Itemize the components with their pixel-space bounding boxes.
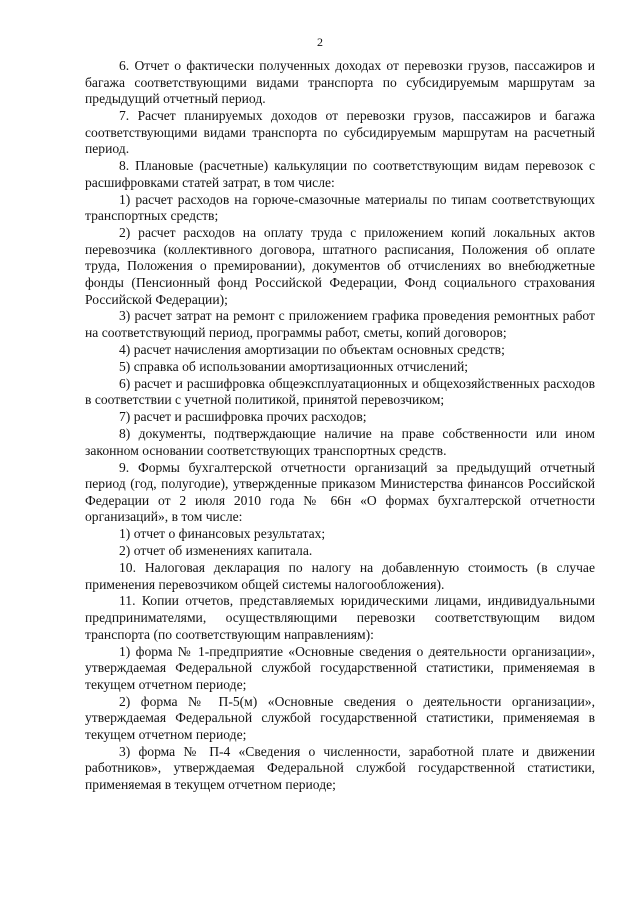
subitem-11-1: 1) форма № 1-предприятие «Основные сведения о деятельности организации», утверждаемая Федеральной службой государственной статистики, применяемая в текущем отчетном периоде; <box>85 643 595 692</box>
subitem-11-2: 2) форма № П-5(м) «Основные сведения о деятельности организации», утверждаемая Федеральной службой государственной статистики, применяемая в текущем отчетном периоде; <box>85 693 595 742</box>
paragraph-item-7: 7. Расчет планируемых доходов от перевозки грузов, пассажиров и багажа соответствующими видами транспорта по субсидируемым маршрутам на расчетный период. <box>85 108 595 157</box>
document-body <box>85 58 595 794</box>
paragraph-item-6: 6. Отчет о фактически полученных доходах от перевозки грузов, пассажиров и багажа соответствующими видами транспорта по субсидируемым маршрутам за предыдущий отчетный период. <box>85 58 595 107</box>
subitem-8-8: 8) документы, подтверждающие наличие на праве собственности или ином законном основании соответствующих транспортных средств. <box>85 426 595 458</box>
subitem-8-1: 1) расчет расходов на горюче-смазочные материалы по типам соответствующих транспортных средств; <box>85 191 595 224</box>
subitem-8-4: 4) расчет начисления амортизации по объектам основных средств; <box>119 341 505 357</box>
paragraph-item-11: 11. Копии отчетов, представляемых юридическими лицами, индивидуальными предпринимателями, осуществляющими перевозки соответствующим видом транспорта (по соответствующим направлениям): <box>85 593 595 642</box>
subitem-8-7: 7) расчет и расшифровка прочих расходов; <box>119 409 367 425</box>
subitem-8-5: 5) справка об использовании амортизационных отчислений; <box>119 358 469 374</box>
subitem-9-1: 1) отчет о финансовых результатах; <box>119 526 326 542</box>
paragraph-item-9: 9. Формы бухгалтерской отчетности организаций за предыдущий отчетный период (год, полугодие), утвержденные приказом Министерства финансов Российской Федерации от 2 июля 2010 года № 66н «О формах бухгалтерской отчетности организаций», в том числе: <box>85 459 595 525</box>
subitem-9-2: 2) отчет об изменениях капитала. <box>119 543 313 559</box>
paragraph-item-8: 8. Плановые (расчетные) калькуляции по соответствующим видам перевозок с расшифровками статей затрат, в том числе: <box>85 158 595 190</box>
subitem-11-3: 3) форма № П-4 «Сведения о численности, заработной плате и движении работников», утверждаемая Федеральной службой государственной статистики, применяемая в текущем отчетном периоде; <box>85 743 595 792</box>
subitem-8-2: 2) расчет расходов на оплату труда с приложением копий локальных актов перевозчика (коллективного договора, штатного расписания, Положения об оплате труда, Положения о премировании), документов об отчислениях во внебюджетные фонды (Пенсионный фонд Российской Федерации, Фонд социального страхования Российской Федерации); <box>85 225 595 307</box>
subitem-8-3: 3) расчет затрат на ремонт с приложением графика проведения ремонтных работ на соответствующий период, программы работ, сметы, копий договоров; <box>85 308 595 340</box>
subitem-8-6: 6) расчет и расшифровка общеэксплуатационных и общехозяйственных расходов в соответствии с учетной политикой, принятой перевозчиком; <box>85 375 595 408</box>
paragraph-item-10: 10. Налоговая декларация по налогу на добавленную стоимость (в случае применения перевозчиком общей системы налогообложения). <box>85 559 595 592</box>
page-number: 2 <box>317 35 323 49</box>
